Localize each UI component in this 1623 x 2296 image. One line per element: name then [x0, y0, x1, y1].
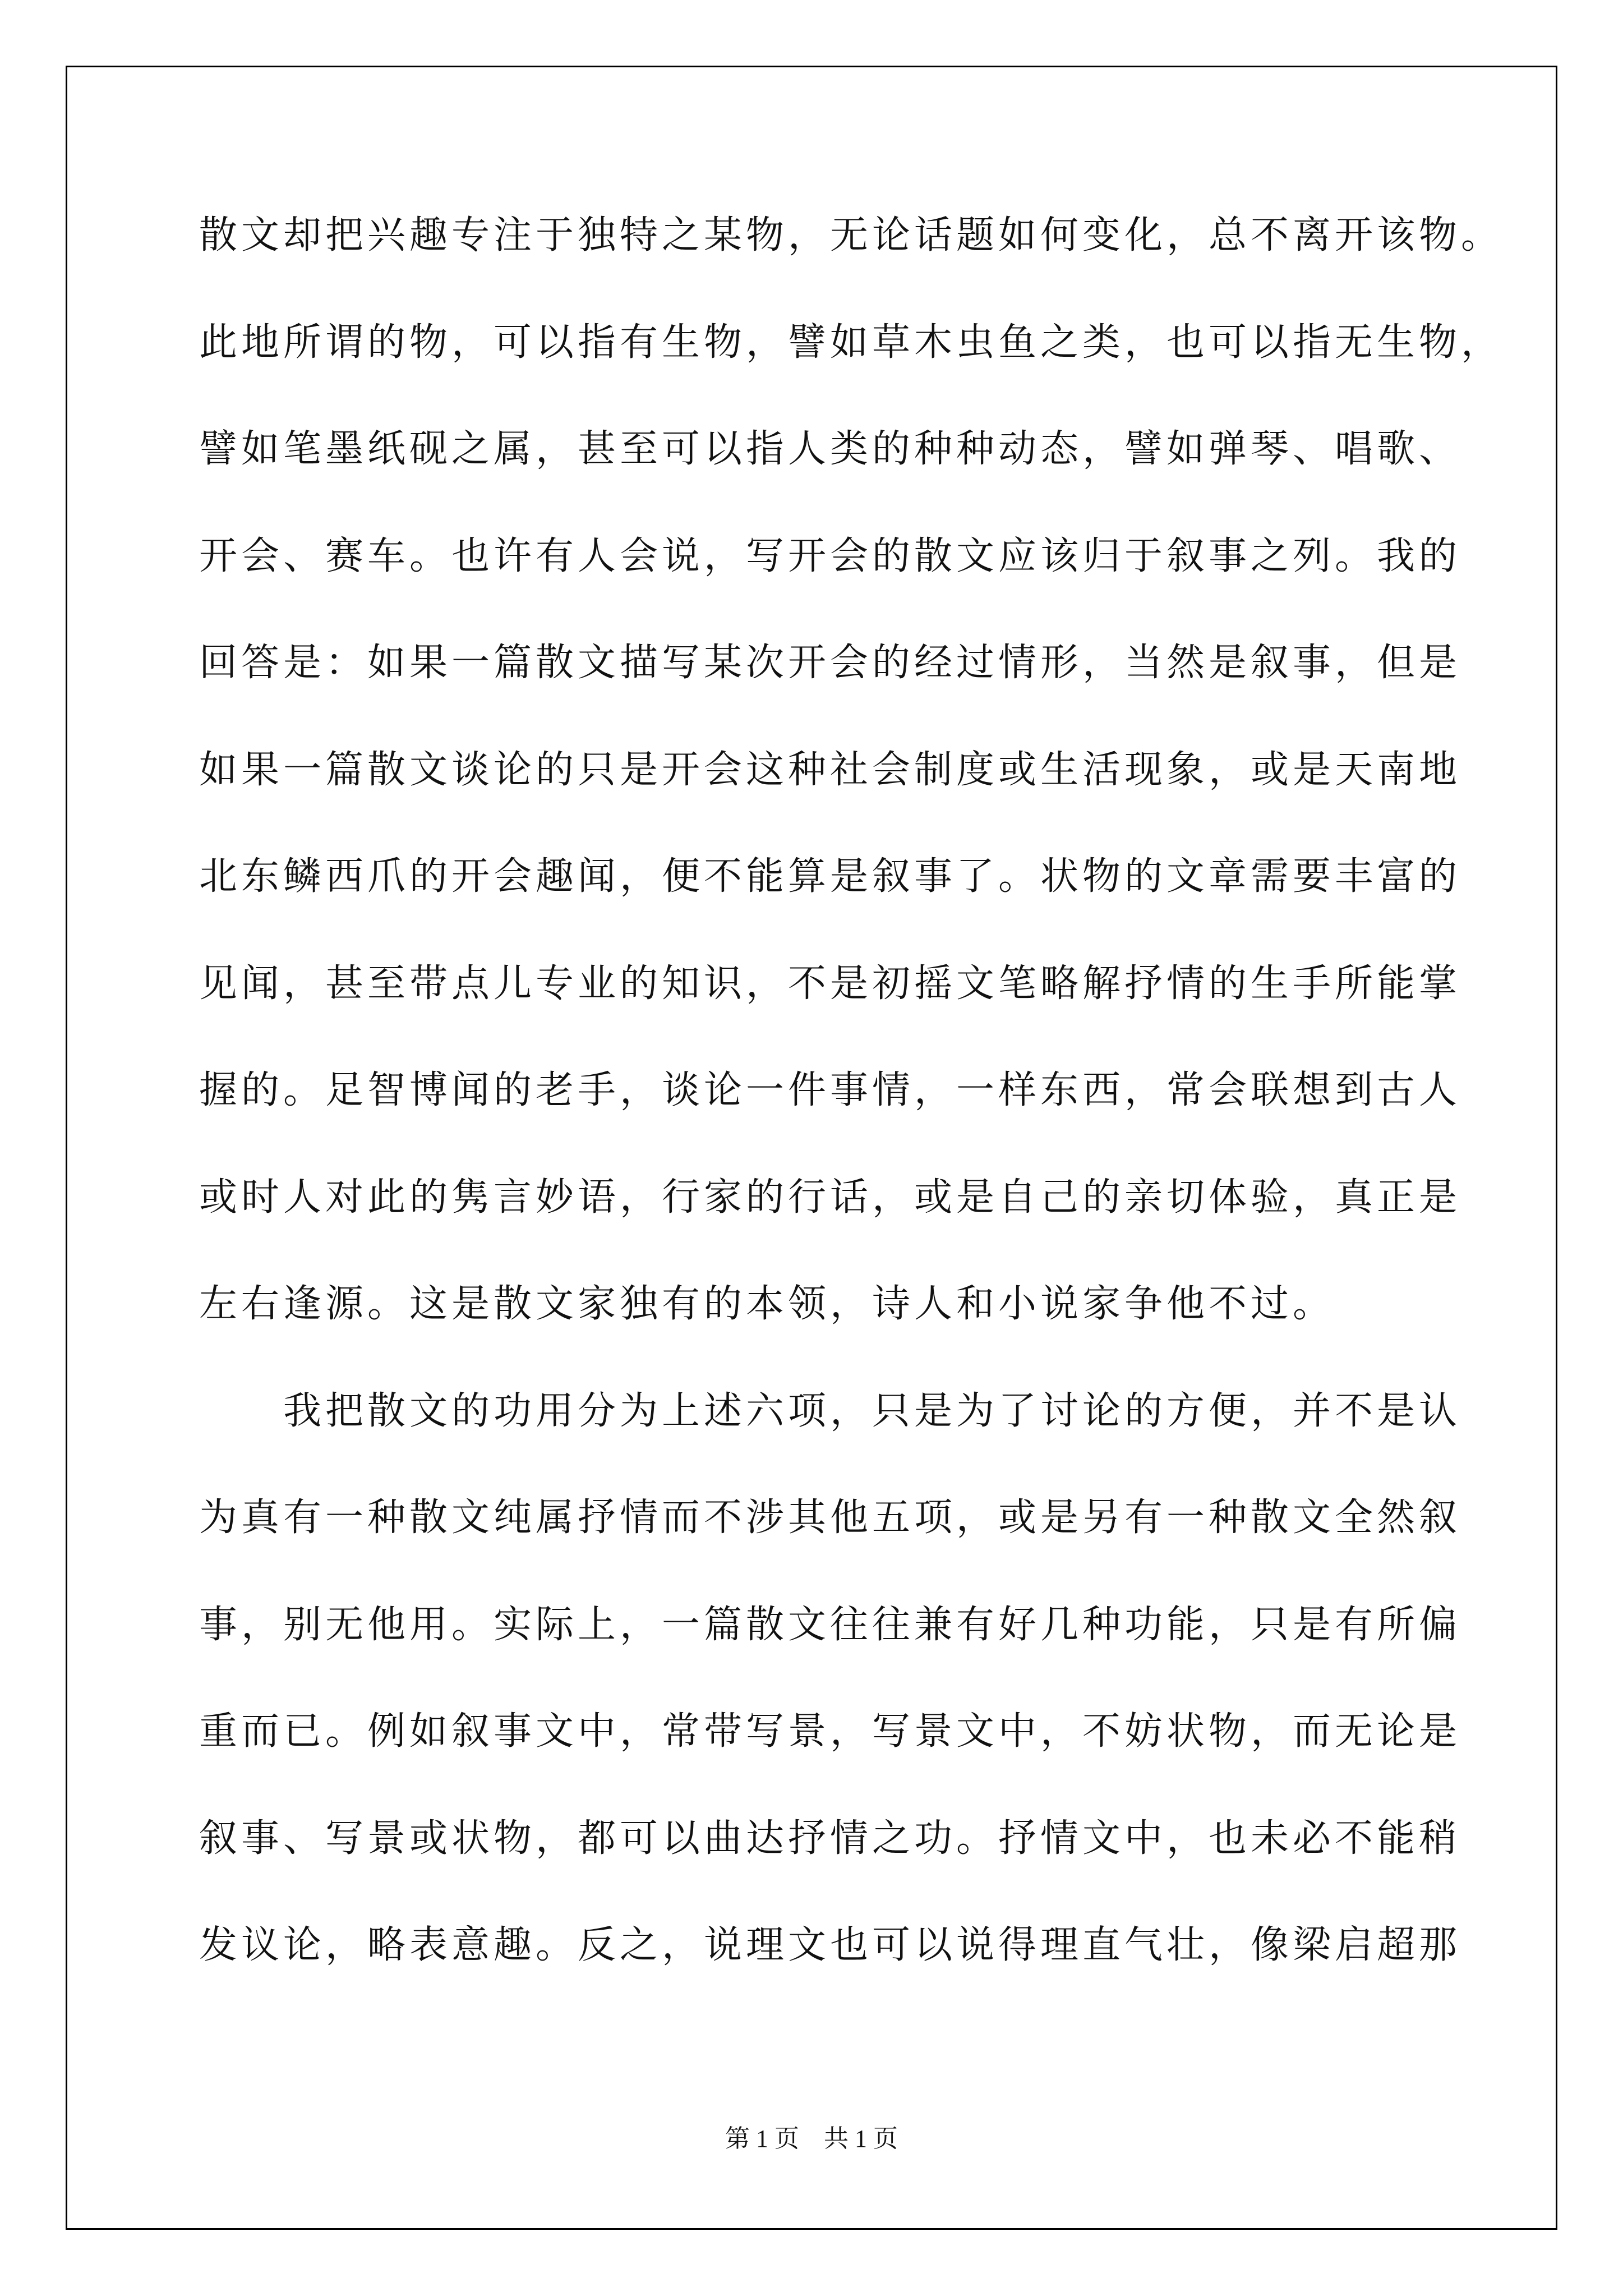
text-line: 开会、赛车。也许有人会说，写开会的散文应该归于叙事之列。我的 — [199, 534, 1461, 578]
page-border — [66, 66, 1557, 2230]
text-line: 如果一篇散文谈论的只是开会这种社会制度或生活现象，或是天南地 — [199, 748, 1461, 792]
page-number: 第 1 页 共 1 页 — [725, 2125, 898, 2152]
text-line: 重而已。例如叙事文中，常带写景，写景文中，不妨状物，而无论是 — [199, 1709, 1461, 1754]
text-line: 左右逢源。这是散文家独有的本领，诗人和小说家争他不过。 — [199, 1282, 1335, 1326]
text-line: 譬如笔墨纸砚之属，甚至可以指人类的种种动态，譬如弹琴、唱歌、 — [199, 427, 1461, 471]
text-line: 事，别无他用。实际上，一篇散文往往兼有好几种功能，只是有所偏 — [199, 1603, 1461, 1647]
text-line: 此地所谓的物，可以指有生物，譬如草木虫鱼之类，也可以指无生物， — [199, 320, 1504, 365]
text-line: 散文却把兴趣专注于独特之某物，无论话题如何变化，总不离开该物。 — [199, 213, 1504, 257]
text-line: 见闻，甚至带点儿专业的知识，不是初摇文笔略解抒情的生手所能掌 — [199, 961, 1461, 1006]
text-line: 握的。足智博闻的老手，谈论一件事情，一样东西，常会联想到古人 — [199, 1068, 1461, 1112]
text-line: 我把散文的功用分为上述六项，只是为了讨论的方便，并不是认 — [199, 1389, 1461, 1433]
text-line: 叙事、写景或状物，都可以曲达抒情之功。抒情文中，也未必不能稍 — [199, 1816, 1461, 1861]
text-line: 发议论，略表意趣。反之，说理文也可以说得理直气壮，像梁启超那 — [199, 1923, 1461, 1967]
text-line: 为真有一种散文纯属抒情而不涉其他五项，或是另有一种散文全然叙 — [199, 1496, 1461, 1540]
text-line: 回答是：如果一篇散文描写某次开会的经过情形，当然是叙事，但是 — [199, 641, 1461, 685]
text-line: 北东鳞西爪的开会趣闻，便不能算是叙事了。状物的文章需要丰富的 — [199, 854, 1461, 899]
text-line: 或时人对此的隽言妙语，行家的行话，或是自己的亲切体验，真正是 — [199, 1175, 1461, 1220]
